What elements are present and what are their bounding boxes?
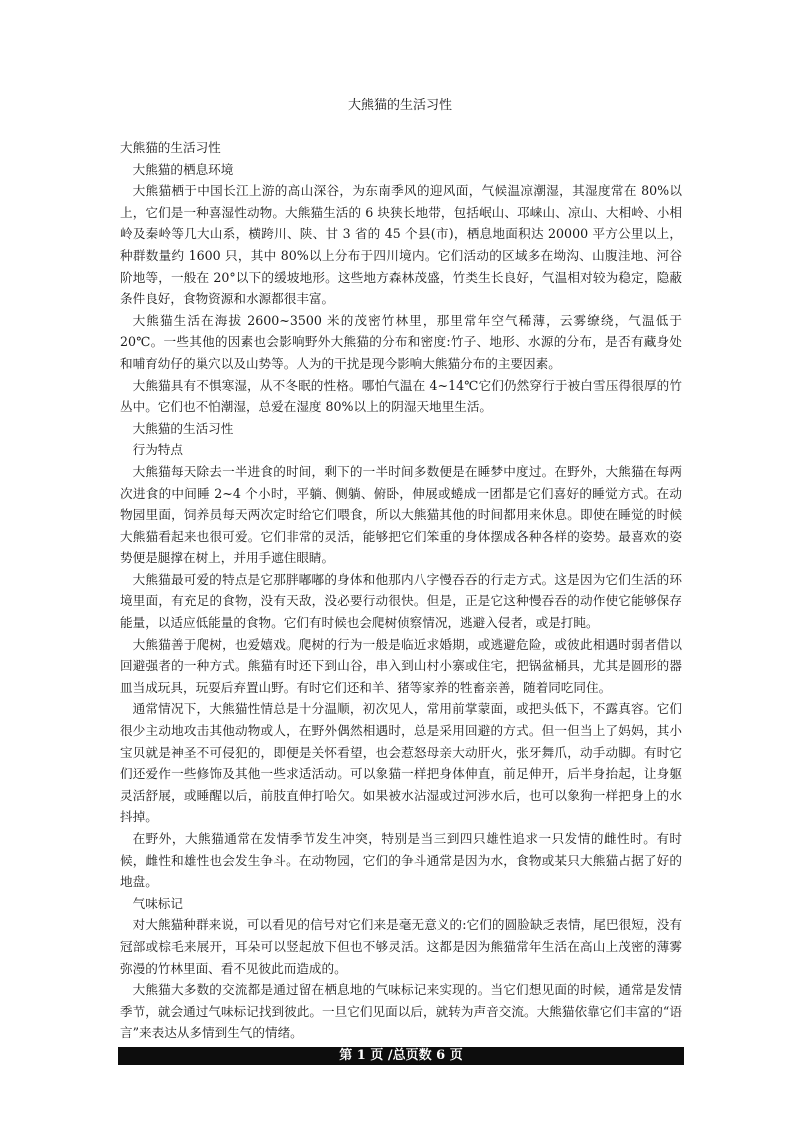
paragraph: 大熊猫善于爬树，也爱嬉戏。爬树的行为一般是临近求婚期，或逃避危险，或彼此相遇时弱者借以回避强者的一种方式。熊猫有时还下到山谷，串入到山村小寨或住宅，把锅盆桶具，尤其是圆形的器皿当成玩具，玩耍后弃置山野。有时它们还和羊、猪等家养的牲畜亲善，随着同吃同住。 [120, 636, 682, 695]
section-title: 大熊猫的生活习性 [120, 140, 221, 155]
paragraph: 大熊猫大多数的交流都是通过留在栖息地的气味标记来实现的。当它们想见面的时候，通常是发情季节，就会通过气味标记找到彼此。一旦它们见面以后，就转为声音交流。大熊猫依靠它们丰富的“语言”来表达从多情到生气的情绪。 [120, 982, 682, 1041]
paragraph: 大熊猫最可爱的特点是它那胖嘟嘟的身体和他那内八字慢吞吞的行走方式。这是因为它们生活的环境里面，有充足的食物，没有天敌，没必要行动很快。但是，正是它这种慢吞吞的动作使它能够保存能量，以适应低能量的食物。它们有时候也会爬树侦察情况，逃避入侵者，或是打盹。 [120, 571, 682, 631]
paragraph: 通常情况下，大熊猫性情总是十分温顺，初次见人，常用前掌蒙面，或把头低下，不露真容。它们很少主动地攻击其他动物或人，在野外偶然相遇时，总是采用回避的方式。但一但当上了妈妈，其小宝贝就是神圣不可侵犯的，即便是关怀看望，也会惹怒母亲大动肝火，张牙舞爪，动手动脚。有时它们还爱作一些修饰及其他一些求适活动。可以象猫一样把身体伸直，前足伸开，后半身抬起，让身躯灵活舒展，或睡醒以后，前肢直伸打哈欠。如果被水沾湿或过河涉水后，也可以象狗一样把身上的水抖掉。 [120, 701, 682, 825]
paragraph: 在野外，大熊猫通常在发情季节发生冲突，特别是当三到四只雄性追求一只发情的雌性时。有时候，雌性和雄性也会发生争斗。在动物园，它们的争斗通常是因为水，食物或某只大熊猫占据了好的地盘。 [120, 831, 682, 890]
scent-heading: 气味标记 [132, 895, 183, 911]
paragraph: 大熊猫每天除去一半进食的时间，剩下的一半时间多数便是在睡梦中度过。在野外，大熊猫在每两次进食的中间睡 2~4 个小时，平躺、侧躺、俯卧，伸展或蜷成一团都是它们喜好的睡觉方式。在动物园里面，饲养员每天两次定时给它们喂食，所以大熊猫其他的时间都用来休息。即使在睡觉的时候大熊猫看起来也很可爱。它们非常的灵活，能够把它们笨重的身体摆成各种各样的姿势。最喜欢的姿势便是腿撑在树上，并用手遮住眼睛。 [120, 463, 682, 566]
habitat-heading: 大熊猫的栖息环境 [132, 161, 234, 177]
habits-heading: 大熊猫的生活习性 [132, 420, 234, 436]
paragraph: 对大熊猫种群来说，可以看见的信号对它们来是毫无意义的:它们的圆脸缺乏表情，尾巴很短，没有冠部或棕毛来展开，耳朵可以竖起放下但也不够灵活。这都是因为熊猫常年生活在高山上茂密的薄雾弥漫的竹林里面、看不见彼此而造成的。 [120, 917, 682, 976]
page-title: 大熊猫的生活习性 [347, 98, 452, 113]
behavior-heading: 行为特点 [132, 442, 183, 458]
paragraph: 大熊猫生活在海拔 2600~3500 米的茂密竹林里，那里常年空气稀薄，云雾缭绕，气温低于20℃。一些其他的因素也会影响野外大熊猫的分布和密度:竹子、地形、水源的分布，是否有藏身处和哺育幼仔的巢穴以及山势等。人为的干扰是现今影响大熊猫分布的主要因素。 [120, 312, 682, 371]
page-footer: 第 1 页 /总页数 6 页 [118, 1047, 684, 1065]
paragraph: 大熊猫具有不惧寒湿，从不冬眠的性格。哪怕气温在 4~14℃它们仍然穿行于被白雪压得很厚的竹丛中。它们也不怕潮湿，总爱在湿度 80%以上的阴湿天地里生活。 [120, 377, 682, 415]
document-body [120, 137, 682, 1044]
paragraph: 大熊猫栖于中国长江上游的高山深谷，为东南季风的迎风面，气候温凉潮湿，其湿度常在 80%以上，它们是一种喜湿性动物。大熊猫生活的 6 块狭长地带，包括岷山、邛崃山、凉山、大相岭、小相岭及秦岭等几大山系，横跨川、陕、甘 3 省的 45 个县(市)，栖息地面积达 20000 平方公里以上，种群数量约 1600 只，其中 80%以上分布于四川境内。它们活动的区域多在坳沟、山腹洼地、河谷阶地等，一般在 20°以下的缓坡地形。这些地方森林茂盛，竹类生长良好，气温相对较为稳定，隐蔽条件良好，食物资源和水源都很丰富。 [120, 183, 682, 307]
